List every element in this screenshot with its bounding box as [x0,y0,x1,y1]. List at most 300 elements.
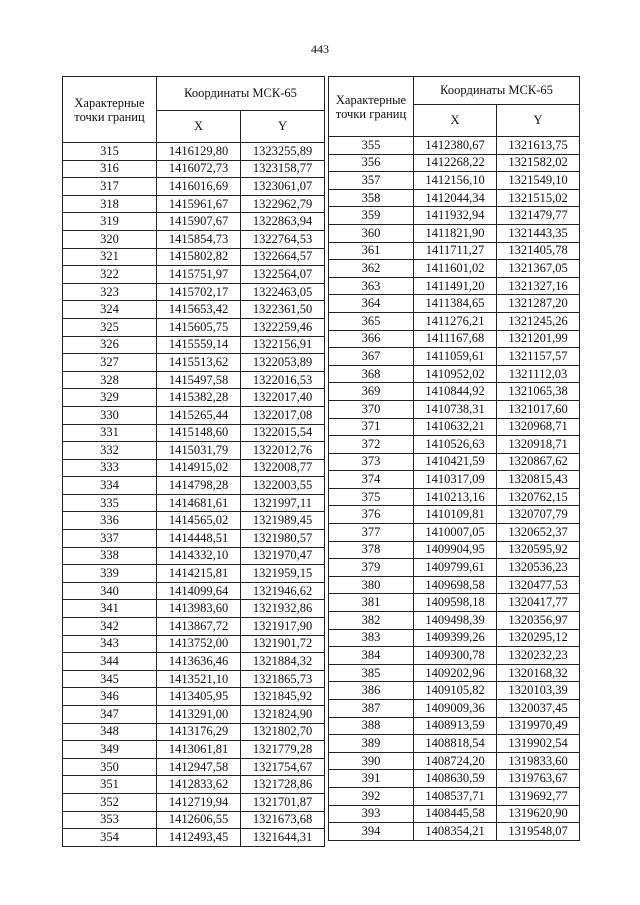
point-number-cell: 353 [63,811,157,829]
point-number-cell: 361 [329,242,414,260]
x-coordinate-cell: 1410844,92 [414,383,497,401]
y-coordinate-cell: 1319548,07 [497,823,580,841]
table-row [329,629,580,647]
table-row [63,354,325,372]
y-coordinate-cell: 1321997,11 [241,494,325,512]
y-coordinate-cell: 1321479,77 [497,207,580,225]
y-coordinate-cell: 1321405,78 [497,242,580,260]
table-row [63,424,325,442]
table-row [63,688,325,706]
y-coordinate-cell: 1320918,71 [497,436,580,454]
x-coordinate-cell: 1414215,81 [157,565,241,583]
table-row [63,565,325,583]
x-coordinate-cell: 1410421,59 [414,453,497,471]
point-number-cell: 324 [63,301,157,319]
y-coordinate-cell: 1321245,26 [497,312,580,330]
table-row [329,541,580,559]
x-coordinate-cell: 1414448,51 [157,530,241,548]
y-coordinate-cell: 1320232,23 [497,647,580,665]
table-row [329,524,580,542]
point-number-cell: 338 [63,547,157,565]
table-row [63,793,325,811]
y-coordinate-cell: 1321728,86 [241,776,325,794]
x-coordinate-cell: 1409105,82 [414,682,497,700]
table-row [329,260,580,278]
point-number-cell: 349 [63,741,157,759]
y-coordinate-cell: 1321443,35 [497,224,580,242]
table-row [63,530,325,548]
y-coordinate-cell: 1321701,87 [241,793,325,811]
table-row [63,829,325,847]
point-number-cell: 394 [329,823,414,841]
x-coordinate-cell: 1412606,55 [157,811,241,829]
y-coordinate-cell: 1322017,08 [241,406,325,424]
y-coordinate-cell: 1321989,45 [241,512,325,530]
table-row [63,618,325,636]
x-coordinate-cell: 1415802,82 [157,248,241,266]
y-coordinate-cell: 1321644,31 [241,829,325,847]
x-coordinate-cell: 1415854,73 [157,230,241,248]
y-coordinate-cell: 1321582,02 [497,154,580,172]
y-coordinate-cell: 1319692,77 [497,787,580,805]
table-row [329,330,580,348]
header-coordinates: Координаты МСК-65 [157,77,325,111]
point-number-cell: 356 [329,154,414,172]
x-coordinate-cell: 1413983,60 [157,600,241,618]
table-row [329,805,580,823]
y-coordinate-cell: 1321917,90 [241,618,325,636]
point-number-cell: 365 [329,312,414,330]
y-coordinate-cell: 1320815,43 [497,471,580,489]
point-number-cell: 393 [329,805,414,823]
y-coordinate-cell: 1320762,15 [497,488,580,506]
x-coordinate-cell: 1410213,16 [414,488,497,506]
x-coordinate-cell: 1415513,62 [157,354,241,372]
point-number-cell: 320 [63,230,157,248]
y-coordinate-cell: 1321065,38 [497,383,580,401]
point-number-cell: 383 [329,629,414,647]
x-coordinate-cell: 1416129,80 [157,143,241,161]
point-number-cell: 342 [63,618,157,636]
point-number-cell: 387 [329,700,414,718]
y-coordinate-cell: 1319970,49 [497,717,580,735]
x-coordinate-cell: 1409300,78 [414,647,497,665]
table-row [329,787,580,805]
x-coordinate-cell: 1413752,00 [157,635,241,653]
x-coordinate-cell: 1413061,81 [157,741,241,759]
x-coordinate-cell: 1414798,28 [157,477,241,495]
table-row [63,582,325,600]
point-number-cell: 316 [63,160,157,178]
y-coordinate-cell: 1320295,12 [497,629,580,647]
table-row [63,706,325,724]
x-coordinate-cell: 1411601,02 [414,260,497,278]
y-coordinate-cell: 1321802,70 [241,723,325,741]
header-boundary-points: Характерные точки границ [329,77,414,137]
y-coordinate-cell: 1320652,37 [497,524,580,542]
point-number-cell: 332 [63,442,157,460]
point-number-cell: 363 [329,277,414,295]
y-coordinate-cell: 1321673,68 [241,811,325,829]
point-number-cell: 347 [63,706,157,724]
x-coordinate-cell: 1412156,10 [414,172,497,190]
point-number-cell: 384 [329,647,414,665]
x-coordinate-cell: 1409904,95 [414,541,497,559]
y-coordinate-cell: 1322962,79 [241,195,325,213]
table-row [329,647,580,665]
table-row [329,594,580,612]
x-coordinate-cell: 1411059,61 [414,348,497,366]
y-coordinate-cell: 1321865,73 [241,670,325,688]
point-number-cell: 390 [329,752,414,770]
x-coordinate-cell: 1409799,61 [414,559,497,577]
y-coordinate-cell: 1321327,16 [497,277,580,295]
point-number-cell: 392 [329,787,414,805]
table-row [329,436,580,454]
x-coordinate-cell: 1415031,79 [157,442,241,460]
table-row [63,230,325,248]
x-coordinate-cell: 1412268,22 [414,154,497,172]
x-coordinate-cell: 1413291,00 [157,706,241,724]
table-row [63,776,325,794]
point-number-cell: 352 [63,793,157,811]
x-coordinate-cell: 1411276,21 [414,312,497,330]
x-coordinate-cell: 1415382,28 [157,389,241,407]
x-coordinate-cell: 1414332,10 [157,547,241,565]
table-row [329,295,580,313]
x-coordinate-cell: 1411821,90 [414,224,497,242]
table-row [329,700,580,718]
table-row [63,336,325,354]
y-coordinate-cell: 1321201,99 [497,330,580,348]
y-coordinate-cell: 1322012,76 [241,442,325,460]
x-coordinate-cell: 1409698,58 [414,576,497,594]
table-row [329,137,580,155]
x-coordinate-cell: 1415653,42 [157,301,241,319]
table-row [329,717,580,735]
x-coordinate-cell: 1413636,46 [157,653,241,671]
table-row [63,811,325,829]
point-number-cell: 315 [63,143,157,161]
table-row [329,277,580,295]
y-coordinate-cell: 1319833,60 [497,752,580,770]
table-row [63,213,325,231]
y-coordinate-cell: 1321017,60 [497,400,580,418]
point-number-cell: 317 [63,178,157,196]
point-number-cell: 326 [63,336,157,354]
y-coordinate-cell: 1322008,77 [241,459,325,477]
y-coordinate-cell: 1321367,05 [497,260,580,278]
x-coordinate-cell: 1415751,97 [157,266,241,284]
point-number-cell: 359 [329,207,414,225]
table-row [63,389,325,407]
point-number-cell: 369 [329,383,414,401]
point-number-cell: 329 [63,389,157,407]
point-number-cell: 330 [63,406,157,424]
table-row [63,266,325,284]
y-coordinate-cell: 1320417,77 [497,594,580,612]
y-coordinate-cell: 1321754,67 [241,758,325,776]
y-coordinate-cell: 1320037,45 [497,700,580,718]
y-coordinate-cell: 1321824,90 [241,706,325,724]
x-coordinate-cell: 1415497,58 [157,371,241,389]
x-coordinate-cell: 1410109,81 [414,506,497,524]
y-coordinate-cell: 1319763,67 [497,770,580,788]
table-row [329,242,580,260]
table-row [329,576,580,594]
x-coordinate-cell: 1409498,39 [414,612,497,630]
point-number-cell: 362 [329,260,414,278]
x-coordinate-cell: 1412493,45 [157,829,241,847]
table-row [63,653,325,671]
y-coordinate-cell: 1322259,46 [241,318,325,336]
x-coordinate-cell: 1408724,20 [414,752,497,770]
point-number-cell: 374 [329,471,414,489]
table-row [329,488,580,506]
table-row [63,178,325,196]
y-coordinate-cell: 1322015,54 [241,424,325,442]
table-row [63,741,325,759]
point-number-cell: 350 [63,758,157,776]
point-number-cell: 331 [63,424,157,442]
table-row [329,207,580,225]
point-number-cell: 372 [329,436,414,454]
x-coordinate-cell: 1414681,61 [157,494,241,512]
table-row [329,312,580,330]
table-row [63,283,325,301]
table-row [63,371,325,389]
table-row [63,406,325,424]
x-coordinate-cell: 1408913,59 [414,717,497,735]
point-number-cell: 377 [329,524,414,542]
table-row [329,612,580,630]
y-coordinate-cell: 1321932,86 [241,600,325,618]
y-coordinate-cell: 1321613,75 [497,137,580,155]
point-number-cell: 382 [329,612,414,630]
point-number-cell: 334 [63,477,157,495]
table-row [63,477,325,495]
y-coordinate-cell: 1322463,05 [241,283,325,301]
point-number-cell: 348 [63,723,157,741]
y-coordinate-cell: 1320477,53 [497,576,580,594]
point-number-cell: 346 [63,688,157,706]
table-row [63,160,325,178]
table-row [329,823,580,841]
table-row [63,670,325,688]
x-coordinate-cell: 1409598,18 [414,594,497,612]
y-coordinate-cell: 1322863,94 [241,213,325,231]
x-coordinate-cell: 1414565,02 [157,512,241,530]
x-coordinate-cell: 1413405,95 [157,688,241,706]
point-number-cell: 323 [63,283,157,301]
point-number-cell: 389 [329,735,414,753]
y-coordinate-cell: 1321884,32 [241,653,325,671]
y-coordinate-cell: 1322156,91 [241,336,325,354]
point-number-cell: 333 [63,459,157,477]
table-row [63,635,325,653]
x-coordinate-cell: 1414915,02 [157,459,241,477]
table-row [329,224,580,242]
table-row [63,758,325,776]
x-coordinate-cell: 1408354,21 [414,823,497,841]
y-coordinate-cell: 1321515,02 [497,189,580,207]
y-coordinate-cell: 1322017,40 [241,389,325,407]
point-number-cell: 344 [63,653,157,671]
point-number-cell: 391 [329,770,414,788]
y-coordinate-cell: 1322003,55 [241,477,325,495]
y-coordinate-cell: 1320968,71 [497,418,580,436]
y-coordinate-cell: 1322764,53 [241,230,325,248]
x-coordinate-cell: 1411491,20 [414,277,497,295]
coordinates-table-left [62,76,325,847]
x-coordinate-cell: 1412833,62 [157,776,241,794]
header-x: X [157,111,241,143]
y-coordinate-cell: 1323255,89 [241,143,325,161]
y-coordinate-cell: 1321980,57 [241,530,325,548]
point-number-cell: 367 [329,348,414,366]
y-coordinate-cell: 1319620,90 [497,805,580,823]
y-coordinate-cell: 1321779,28 [241,741,325,759]
table-row [63,459,325,477]
x-coordinate-cell: 1410317,09 [414,471,497,489]
table-row [329,664,580,682]
table-row [329,154,580,172]
table-row [63,442,325,460]
point-number-cell: 328 [63,371,157,389]
point-number-cell: 321 [63,248,157,266]
table-row [63,195,325,213]
y-coordinate-cell: 1321901,72 [241,635,325,653]
y-coordinate-cell: 1322664,57 [241,248,325,266]
x-coordinate-cell: 1415605,75 [157,318,241,336]
table-row [329,471,580,489]
x-coordinate-cell: 1411384,65 [414,295,497,313]
table-row [329,189,580,207]
point-number-cell: 360 [329,224,414,242]
x-coordinate-cell: 1414099,64 [157,582,241,600]
table-row [63,512,325,530]
table-row [63,600,325,618]
y-coordinate-cell: 1321157,57 [497,348,580,366]
table-row [329,735,580,753]
header-y: Y [497,105,580,137]
x-coordinate-cell: 1415961,67 [157,195,241,213]
point-number-cell: 358 [329,189,414,207]
point-number-cell: 355 [329,137,414,155]
point-number-cell: 351 [63,776,157,794]
point-number-cell: 325 [63,318,157,336]
table-row [63,248,325,266]
x-coordinate-cell: 1409202,96 [414,664,497,682]
y-coordinate-cell: 1320707,79 [497,506,580,524]
table-row [329,453,580,471]
table-row [329,559,580,577]
x-coordinate-cell: 1412719,94 [157,793,241,811]
header-boundary-points: Характерные точки границ [63,77,157,143]
y-coordinate-cell: 1322564,07 [241,266,325,284]
x-coordinate-cell: 1415702,17 [157,283,241,301]
y-coordinate-cell: 1321112,03 [497,365,580,383]
x-coordinate-cell: 1413176,29 [157,723,241,741]
y-coordinate-cell: 1320103,39 [497,682,580,700]
x-coordinate-cell: 1416016,69 [157,178,241,196]
point-number-cell: 318 [63,195,157,213]
x-coordinate-cell: 1413521,10 [157,670,241,688]
table-row [329,418,580,436]
y-coordinate-cell: 1320356,97 [497,612,580,630]
y-coordinate-cell: 1321959,15 [241,565,325,583]
table-row [329,752,580,770]
point-number-cell: 375 [329,488,414,506]
x-coordinate-cell: 1412380,67 [414,137,497,155]
page-number: 443 [311,42,329,56]
x-coordinate-cell: 1412044,34 [414,189,497,207]
table-row [329,682,580,700]
x-coordinate-cell: 1416072,73 [157,160,241,178]
header-coordinates: Координаты МСК-65 [414,77,580,105]
point-number-cell: 366 [329,330,414,348]
point-number-cell: 371 [329,418,414,436]
header-y: Y [241,111,325,143]
point-number-cell: 386 [329,682,414,700]
table-row [329,506,580,524]
x-coordinate-cell: 1408537,71 [414,787,497,805]
x-coordinate-cell: 1408818,54 [414,735,497,753]
y-coordinate-cell: 1321946,62 [241,582,325,600]
table-row [63,143,325,161]
point-number-cell: 354 [63,829,157,847]
x-coordinate-cell: 1410526,63 [414,436,497,454]
table-row [329,172,580,190]
point-number-cell: 322 [63,266,157,284]
x-coordinate-cell: 1410007,05 [414,524,497,542]
y-coordinate-cell: 1321287,20 [497,295,580,313]
point-number-cell: 336 [63,512,157,530]
x-coordinate-cell: 1411711,27 [414,242,497,260]
x-coordinate-cell: 1409399,26 [414,629,497,647]
point-number-cell: 385 [329,664,414,682]
point-number-cell: 373 [329,453,414,471]
y-coordinate-cell: 1320168,32 [497,664,580,682]
table-row [329,348,580,366]
point-number-cell: 345 [63,670,157,688]
y-coordinate-cell: 1322016,53 [241,371,325,389]
x-coordinate-cell: 1412947,58 [157,758,241,776]
point-number-cell: 319 [63,213,157,231]
y-coordinate-cell: 1320595,92 [497,541,580,559]
point-number-cell: 381 [329,594,414,612]
y-coordinate-cell: 1319902,54 [497,735,580,753]
table-row [63,318,325,336]
x-coordinate-cell: 1411932,94 [414,207,497,225]
x-coordinate-cell: 1415148,60 [157,424,241,442]
table-row [329,365,580,383]
x-coordinate-cell: 1408630,59 [414,770,497,788]
coordinates-table-right [328,76,580,841]
point-number-cell: 370 [329,400,414,418]
y-coordinate-cell: 1320536,23 [497,559,580,577]
header-x: X [414,105,497,137]
point-number-cell: 388 [329,717,414,735]
x-coordinate-cell: 1410952,02 [414,365,497,383]
table-row [329,770,580,788]
point-number-cell: 341 [63,600,157,618]
x-coordinate-cell: 1415907,67 [157,213,241,231]
y-coordinate-cell: 1323158,77 [241,160,325,178]
y-coordinate-cell: 1321970,47 [241,547,325,565]
y-coordinate-cell: 1322053,89 [241,354,325,372]
point-number-cell: 337 [63,530,157,548]
